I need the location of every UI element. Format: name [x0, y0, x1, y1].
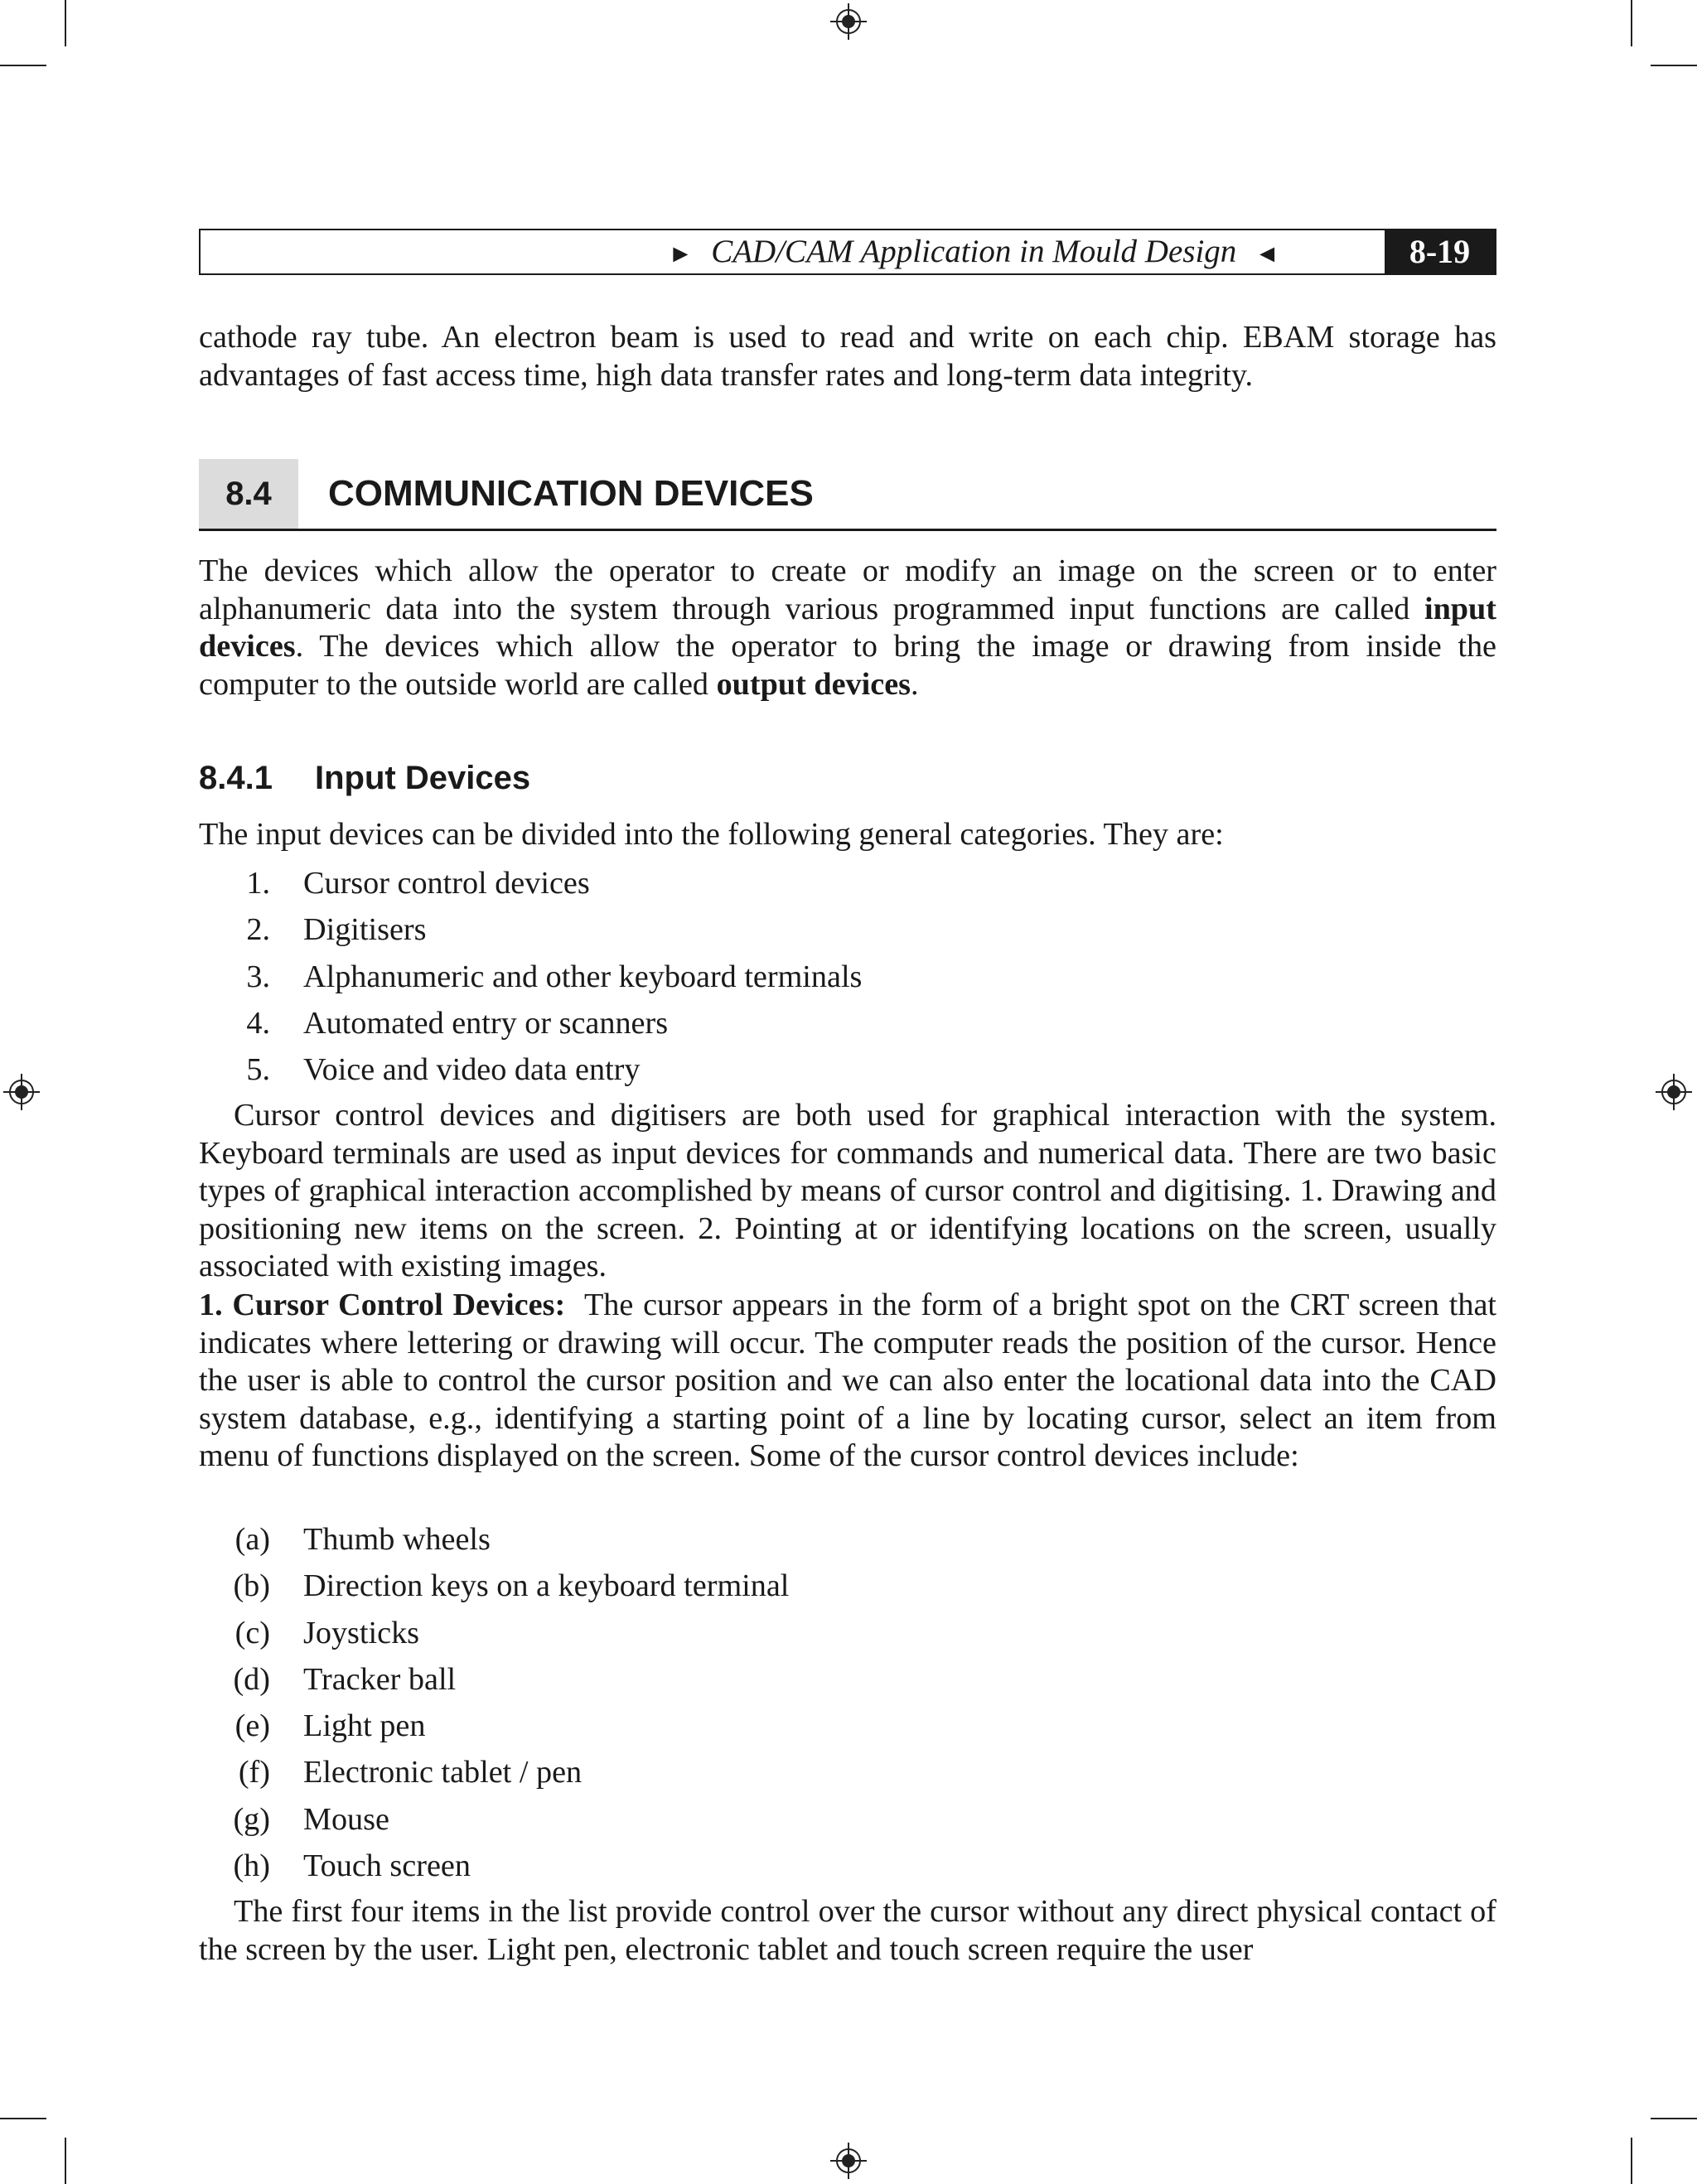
list-item — [199, 1516, 1496, 1563]
crop-mark — [0, 2118, 46, 2119]
list-item-text: Touch screen — [303, 1848, 471, 1884]
term-input-devices: input devices — [199, 591, 1496, 664]
running-header-title: CAD/CAM Application in Mould Design — [711, 234, 1237, 269]
section-title: COMMUNICATION DEVICES — [328, 473, 814, 514]
section-heading — [199, 459, 1496, 531]
list-marker: 5. — [246, 1052, 270, 1088]
registration-mark-icon — [1656, 1074, 1692, 1110]
list-item — [199, 954, 1496, 1000]
crop-mark — [0, 65, 46, 66]
subsection-heading — [199, 755, 530, 801]
crop-mark — [1651, 2118, 1697, 2119]
list-item — [199, 906, 1496, 953]
list-marker: 2. — [246, 912, 270, 948]
list-marker: (h) — [233, 1848, 270, 1884]
list-item-text: Voice and video data entry — [303, 1052, 641, 1088]
cursor-device-list — [199, 1516, 1496, 1889]
list-marker: (c) — [234, 1615, 270, 1650]
term-output-devices: output devices — [716, 666, 911, 702]
crop-mark — [1631, 0, 1632, 46]
list-item — [199, 1749, 1496, 1795]
intro-paragraph: cathode ray tube. An electron beam is used to read and write on each chip. EBAM storage has advantages of fast access time, high data transfer rates and long-term data integrity. — [199, 320, 1496, 393]
list-item-text: Direction keys on a keyboard terminal — [303, 1568, 790, 1604]
list-item-text: Digitisers — [303, 912, 427, 948]
list-item — [199, 1656, 1496, 1703]
list-item — [199, 860, 1496, 906]
section-number: 8.4 — [199, 459, 298, 529]
cursor-control-heading: 1. Cursor Control Devices: — [199, 1288, 566, 1322]
list-item — [199, 1000, 1496, 1046]
list-item — [199, 1563, 1496, 1609]
crop-mark — [65, 0, 66, 46]
list-marker: 3. — [246, 959, 270, 994]
list-item-text: Thumb wheels — [303, 1522, 491, 1557]
section-paragraph-text: . — [911, 666, 919, 702]
arrow-left-icon: ◄ — [1255, 240, 1279, 268]
list-item-text: Light pen — [303, 1708, 426, 1744]
list-item-text: Tracker ball — [303, 1661, 457, 1697]
list-item-text: Automated entry or scanners — [303, 1005, 669, 1041]
list-marker: (f) — [238, 1755, 270, 1790]
list-marker: (a) — [234, 1522, 270, 1557]
list-item-text: Joysticks — [303, 1615, 420, 1650]
list-item — [199, 1703, 1496, 1749]
running-header-title-group — [650, 230, 1298, 273]
list-marker: 4. — [246, 1005, 270, 1041]
graphical-interaction-paragraph: Cursor control devices and digitisers are both used for graphical interaction with the system. Keyboard terminals are used as input devices for commands and numerical data. There are two basic types of graphical interaction accomplished by means of cursor control and digitising. 1. Drawing and positioning new items on the screen. 2. Pointing at or identifying locations on the screen, usually associated with existing images. — [199, 1098, 1496, 1284]
arrow-right-icon: ► — [668, 240, 694, 268]
registration-mark-icon — [3, 1074, 40, 1110]
registration-mark-icon — [830, 2143, 867, 2179]
running-header — [199, 229, 1496, 275]
list-item — [199, 1796, 1496, 1843]
list-marker: (g) — [233, 1801, 270, 1837]
subsection-lead: The input devices can be divided into the following general categories. They are: — [199, 817, 1224, 852]
list-marker: (e) — [234, 1708, 270, 1744]
cursor-control-paragraph — [199, 1287, 1496, 1476]
list-marker: 1. — [246, 866, 270, 901]
list-item-text: Alphanumeric and other keyboard terminals — [303, 959, 863, 994]
list-item — [199, 1843, 1496, 1889]
crop-mark — [65, 2138, 66, 2184]
list-item-text: Electronic tablet / pen — [303, 1755, 583, 1790]
list-marker: (d) — [233, 1661, 270, 1697]
section-paragraph-text: The devices which allow the operator to create or modify an image on the screen or to enter alphanumeric data into the system through various programmed input functions are called — [199, 553, 1496, 626]
crop-mark — [1631, 2138, 1632, 2184]
crop-mark — [1651, 65, 1697, 66]
list-item-text: Mouse — [303, 1801, 389, 1837]
list-item-text: Cursor control devices — [303, 866, 590, 901]
section-paragraph — [199, 553, 1496, 703]
subsection-title: Input Devices — [315, 760, 531, 796]
subsection-number: 8.4.1 — [199, 760, 273, 796]
closing-paragraph: The first four items in the list provide control over the cursor without any direct physical contact of the screen by the user. Light pen, electronic tablet and touch screen require the user — [199, 1894, 1496, 1967]
list-marker: (b) — [233, 1568, 270, 1604]
list-item — [199, 1610, 1496, 1656]
list-item — [199, 1046, 1496, 1093]
category-list — [199, 860, 1496, 1093]
registration-mark-icon — [830, 3, 867, 40]
cursor-control-text: The cursor appears in the form of a bright spot on the CRT screen that indicates where lettering or drawing will occur. The computer reads the position of the cursor. Hence the user is able to control the cursor position and we can also enter the locational data into the CAD system database, e.g., identifying a starting point of a line by locating cursor, select an item from menu of functions displayed on the screen. Some of the cursor control devices include: — [199, 1288, 1497, 1474]
section-paragraph-text: . The devices which allow the operator to bring the image or drawing from inside the computer to the outside world are called — [199, 629, 1496, 702]
page-number: 8-19 — [1385, 229, 1495, 275]
